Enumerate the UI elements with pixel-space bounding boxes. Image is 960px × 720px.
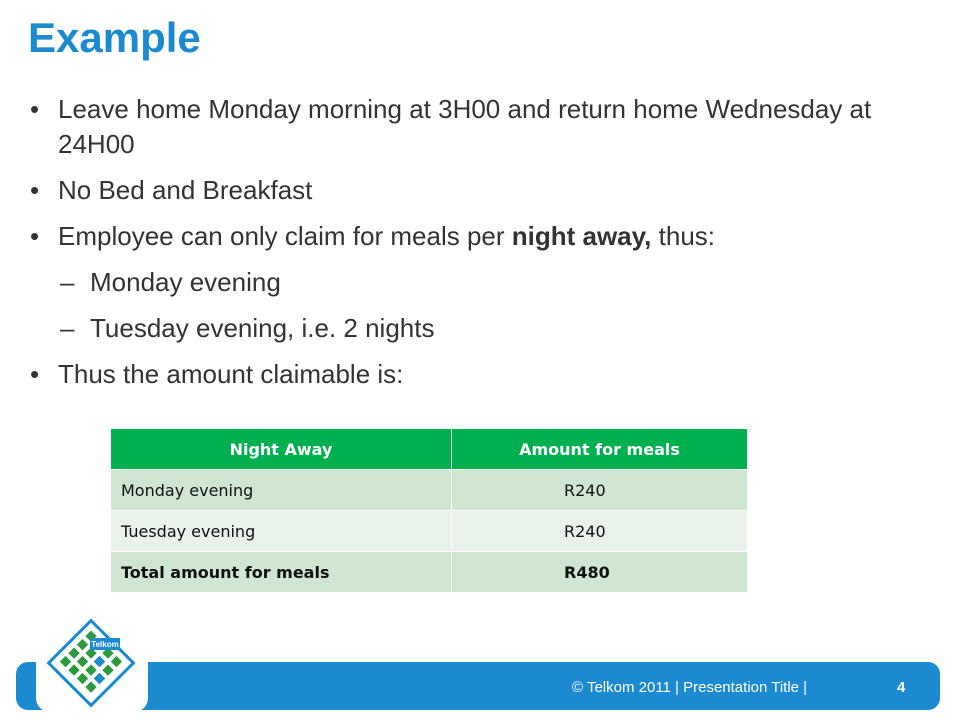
table-header-row [111, 429, 748, 470]
bullet-list [28, 92, 908, 403]
page-number: 4 [897, 679, 906, 696]
column-header-amount: Amount for meals [452, 429, 748, 470]
bullet-item [28, 219, 908, 254]
telkom-logo-icon [46, 618, 136, 708]
column-header-night-away: Night Away [111, 429, 452, 470]
footer-copyright: © Telkom 2011 | Presentation Title | [572, 679, 808, 696]
bullet-emphasis: night away, [511, 221, 652, 251]
table-row [111, 511, 748, 552]
slide-title: Example [28, 14, 201, 61]
bullet-item: • Leave home Monday morning at 3H00 and return home Wednesday at 24H00 [28, 92, 908, 162]
cell-night: Tuesday evening [111, 511, 452, 552]
bullet-text: Employee can only claim for meals per [58, 221, 512, 251]
table-total-row [111, 552, 748, 593]
sub-bullet-item: – Tuesday evening, i.e. 2 nights [28, 311, 908, 346]
meals-table [110, 428, 748, 593]
cell-total-amount: R480 [452, 552, 748, 593]
cell-amount: R240 [452, 470, 748, 511]
bullet-text: thus: [651, 221, 715, 251]
cell-total-label: Total amount for meals [111, 552, 452, 593]
cell-night: Monday evening [111, 470, 452, 511]
cell-amount: R240 [452, 511, 748, 552]
bullet-item: • Thus the amount claimable is: [28, 357, 908, 392]
logo-text: Telkom [91, 640, 119, 649]
table-row [111, 470, 748, 511]
bullet-item: • No Bed and Breakfast [28, 173, 908, 208]
sub-bullet-item: – Monday evening [28, 265, 908, 300]
